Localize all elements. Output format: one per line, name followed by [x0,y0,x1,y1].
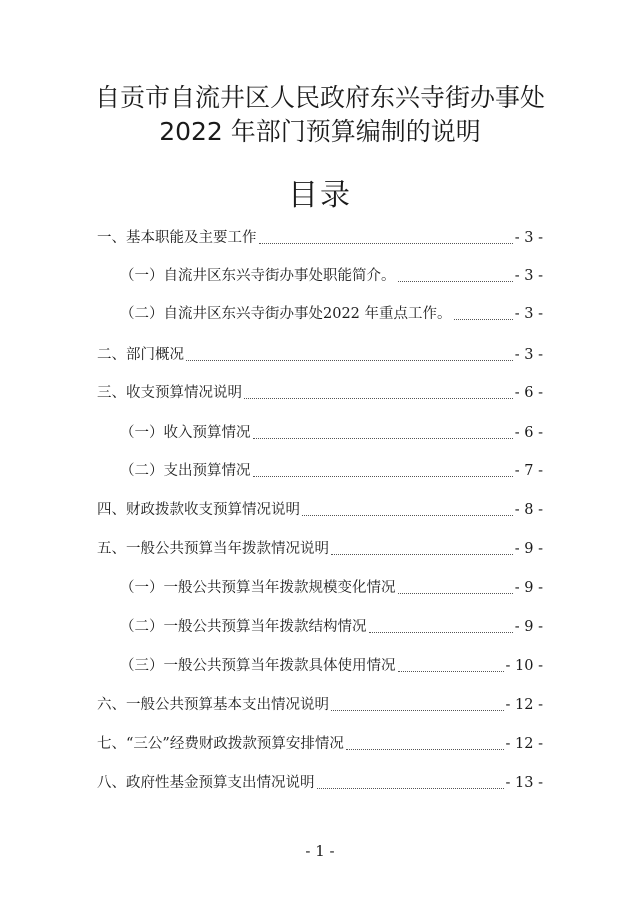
toc-entry-page: - 10 - [505,658,543,674]
toc-entry[interactable] [97,381,543,405]
toc-entry-page: - 3 - [514,306,543,322]
toc-leader-dots [398,592,513,594]
toc-entry-page: - 8 - [514,502,543,518]
toc-leader-dots [346,748,504,750]
toc-entry[interactable] [97,537,543,561]
toc-entry-label: （三）一般公共预算当年拨款具体使用情况 [120,658,396,674]
toc-entry-label: 二、部门概况 [97,347,184,363]
toc-entry-page: - 9 - [514,541,543,557]
toc-entry[interactable] [120,302,543,326]
toc-entry[interactable] [97,693,543,717]
toc-entry-page: - 3 - [514,347,543,363]
toc-entry-page: - 12 - [505,697,543,713]
toc-leader-dots [398,670,504,672]
toc-entry-label: （二）支出预算情况 [120,463,251,479]
toc-leader-dots [454,318,513,320]
document-title-line-1: 自贡市自流井区人民政府东兴寺街办事处 [94,83,545,112]
toc-entry[interactable] [97,226,543,250]
toc-entry[interactable] [120,264,543,288]
toc-entry-page: - 3 - [514,230,543,246]
toc-heading: 目录 [288,178,352,213]
toc-leader-dots [253,475,513,477]
toc-leader-dots [253,437,513,439]
toc-entry[interactable] [97,732,543,756]
toc-entry-label: 五、一般公共预算当年拨款情况说明 [97,541,329,557]
toc-entry-page: - 9 - [514,580,543,596]
toc-entry[interactable] [120,576,543,600]
toc-leader-dots [302,514,513,516]
toc-entry-page: - 6 - [514,425,543,441]
toc-entry[interactable] [97,771,543,795]
toc-entry-label: （二）一般公共预算当年拨款结构情况 [120,619,367,635]
toc-entry[interactable] [120,654,543,678]
toc-entry[interactable] [120,459,543,483]
toc-entry-page: - 3 - [514,268,543,284]
toc-entry-label: 四、财政拨款收支预算情况说明 [97,502,300,518]
toc-entry-label: （二）自流井区东兴寺街办事处2022 年重点工作。 [120,306,452,322]
page-number: - 1 - [305,842,335,860]
toc-entry-page: - 12 - [505,736,543,752]
toc-leader-dots [259,242,513,244]
toc-entry[interactable] [120,421,543,445]
toc-leader-dots [186,359,513,361]
toc-entry-page: - 9 - [514,619,543,635]
toc-entry-label: 七、“三公”经费财政拨款预算安排情况 [97,736,344,752]
toc-entry-label: （一）一般公共预算当年拨款规模变化情况 [120,580,396,596]
toc-leader-dots [317,787,504,789]
toc-entry[interactable] [120,615,543,639]
toc-entry-page: - 6 - [514,385,543,401]
toc-entry[interactable] [97,343,543,367]
document-title-line-2: 2022 年部门预算编制的说明 [159,117,481,146]
toc-leader-dots [369,631,513,633]
toc-entry-label: 一、基本职能及主要工作 [97,230,257,246]
toc-entry-page: - 7 - [514,463,543,479]
toc-entry-label: （一）收入预算情况 [120,425,251,441]
toc-entry-label: 三、收支预算情况说明 [97,385,242,401]
toc-leader-dots [398,280,513,282]
toc-leader-dots [331,709,504,711]
toc-entry-label: 八、政府性基金预算支出情况说明 [97,775,315,791]
toc-entry-label: （一）自流井区东兴寺街办事处职能简介。 [120,268,396,284]
toc-leader-dots [244,397,513,399]
toc-entry-label: 六、一般公共预算基本支出情况说明 [97,697,329,713]
toc-entry[interactable] [97,498,543,522]
toc-entry-page: - 13 - [505,775,543,791]
toc-leader-dots [331,553,513,555]
